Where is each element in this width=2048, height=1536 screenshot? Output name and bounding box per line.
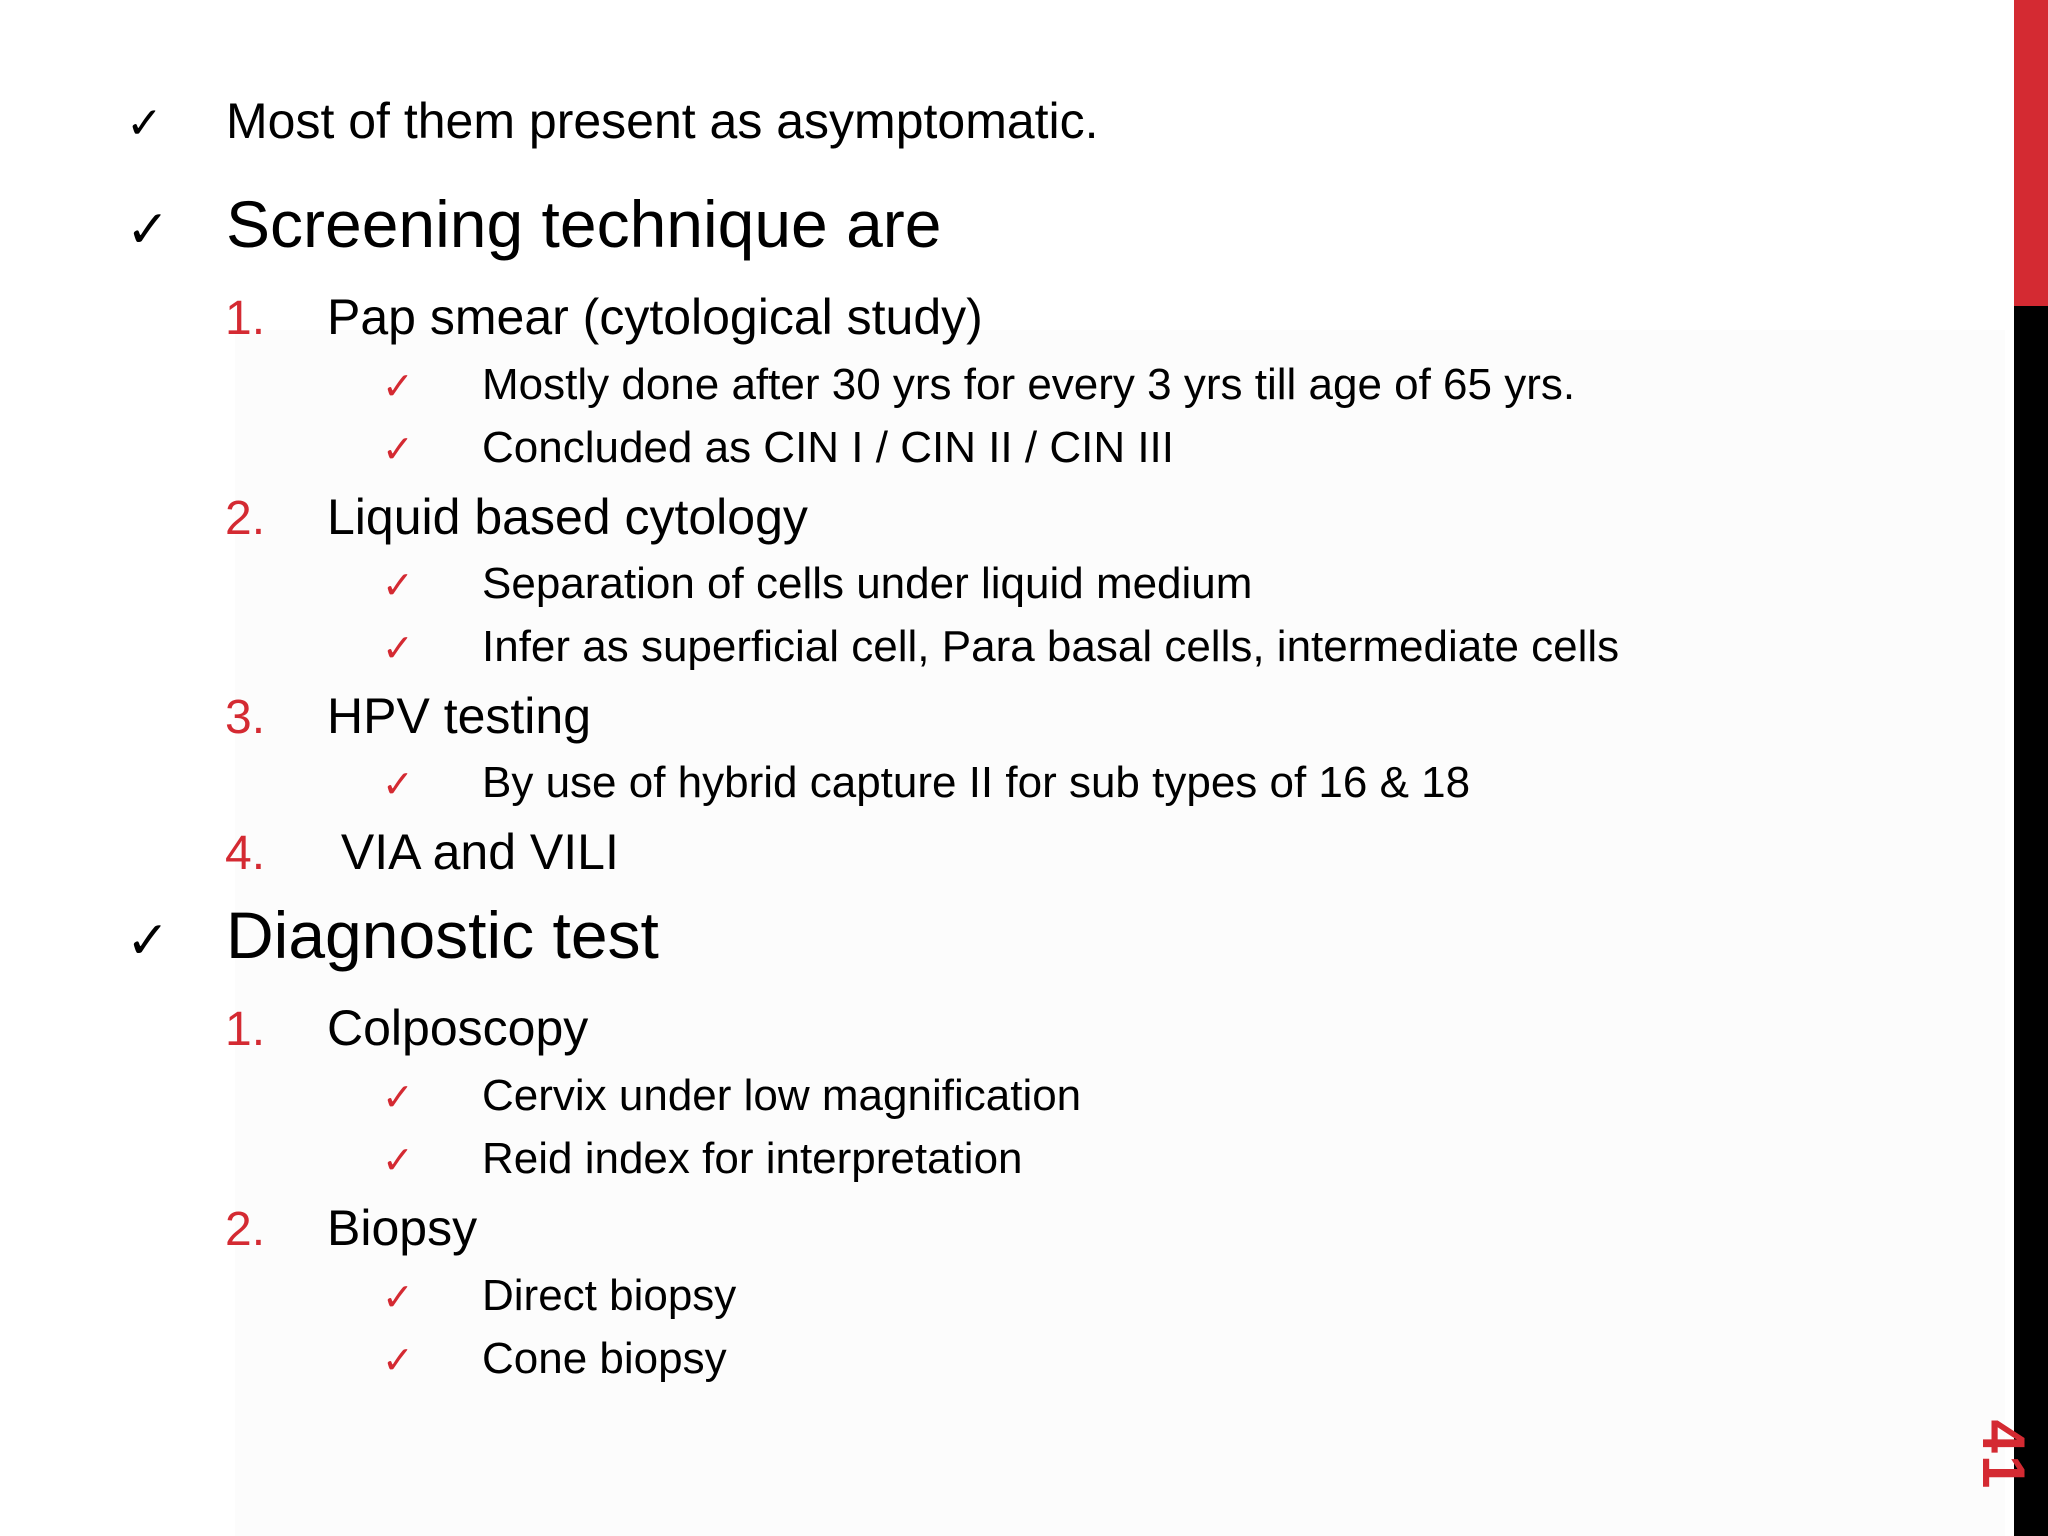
sub-point (382, 1071, 1081, 1121)
item-number: 2. (225, 492, 266, 545)
red-check-icon: ✓ (382, 1338, 414, 1382)
intro-bullet (126, 92, 1099, 150)
sub-point-text: Reid index for interpretation (482, 1134, 1023, 1183)
sub-point-text: Infer as superficial cell, Para basal cells, intermediate cells (482, 622, 1620, 671)
sub-point (382, 1334, 727, 1384)
accent-bar-black (2014, 306, 2048, 1536)
red-check-icon: ✓ (382, 427, 414, 471)
screening-heading: Screening technique are (226, 187, 942, 261)
screening-item (225, 288, 983, 346)
sub-point (382, 758, 1470, 808)
item-number: 2. (225, 1203, 266, 1256)
intro-text: Most of them present as asymptomatic. (226, 93, 1099, 149)
item-label: Colposcopy (327, 1000, 589, 1056)
check-icon: ✓ (126, 911, 170, 971)
red-check-icon: ✓ (382, 1075, 414, 1119)
sub-point-text: Cervix under low magnification (482, 1071, 1082, 1120)
item-number: 3. (225, 691, 266, 744)
red-check-icon: ✓ (382, 1138, 414, 1182)
sub-point (382, 360, 1575, 410)
screening-item (225, 823, 619, 881)
item-label: VIA and VILI (327, 824, 619, 880)
item-label: Biopsy (327, 1200, 478, 1256)
diagnostic-heading-row (126, 897, 659, 973)
accent-bar-red (2014, 0, 2048, 306)
red-check-icon: ✓ (382, 1275, 414, 1319)
diagnostic-heading: Diagnostic test (226, 898, 659, 972)
sub-point-text: Cone biopsy (482, 1334, 727, 1383)
sub-point (382, 622, 1619, 672)
sub-point-text: Direct biopsy (482, 1271, 737, 1320)
item-number: 1. (225, 292, 266, 345)
screening-heading-row (126, 186, 942, 262)
red-check-icon: ✓ (382, 364, 414, 408)
slide-number: 41 (1970, 1419, 2037, 1491)
sub-point (382, 559, 1252, 609)
red-check-icon: ✓ (382, 626, 414, 670)
screening-item (225, 488, 808, 546)
check-icon: ✓ (126, 200, 170, 260)
screening-item (225, 687, 591, 745)
sub-point-text: By use of hybrid capture II for sub types of 16 & 18 (482, 758, 1471, 807)
sub-point-text: Concluded as CIN I / CIN II / CIN III (482, 423, 1174, 472)
item-label: HPV testing (327, 688, 592, 744)
item-number: 1. (225, 1003, 266, 1056)
red-check-icon: ✓ (382, 563, 414, 607)
check-icon: ✓ (126, 98, 163, 149)
sub-point-text: Separation of cells under liquid medium (482, 559, 1253, 608)
sub-point (382, 1271, 736, 1321)
item-label: Liquid based cytology (327, 489, 808, 545)
item-number: 4. (225, 827, 266, 880)
item-label: Pap smear (cytological study) (327, 289, 983, 345)
diagnostic-item (225, 999, 588, 1057)
red-check-icon: ✓ (382, 762, 414, 806)
sub-point-text: Mostly done after 30 yrs for every 3 yrs till age of 65 yrs. (482, 360, 1576, 409)
sub-point (382, 1134, 1023, 1184)
sub-point (382, 423, 1174, 473)
diagnostic-item (225, 1199, 477, 1257)
